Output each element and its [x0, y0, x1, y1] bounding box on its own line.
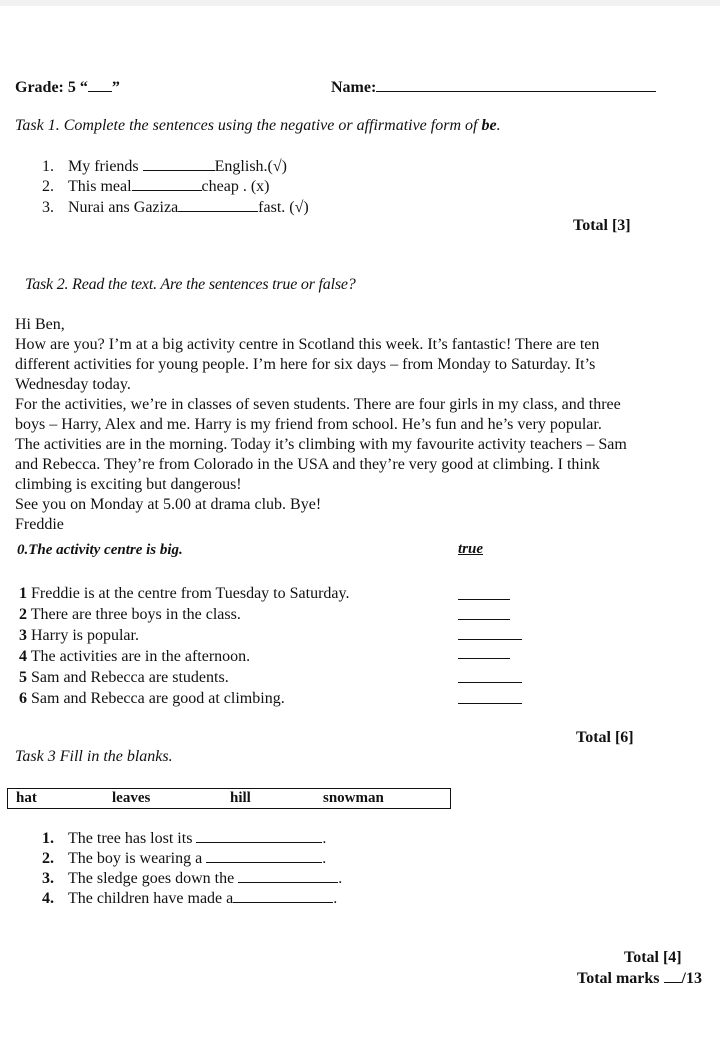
- item-number: 2.: [42, 178, 54, 195]
- item-text: English.(√): [214, 158, 287, 175]
- example-answer: true: [458, 541, 484, 557]
- answer-blank[interactable]: [143, 156, 215, 171]
- answer-blank[interactable]: [233, 888, 333, 903]
- answer-blank[interactable]: [458, 639, 522, 640]
- word-bank-item: leaves: [112, 790, 151, 806]
- total-marks: [577, 968, 702, 989]
- answer-blank[interactable]: [458, 619, 510, 620]
- example-statement: 0.The activity centre is big.: [17, 542, 183, 558]
- statement-number: 5: [19, 669, 27, 686]
- name-label: Name:: [331, 79, 377, 96]
- task3-title: Task 3 Fill in the blanks.: [15, 748, 173, 765]
- answer-blank[interactable]: [132, 176, 202, 191]
- statement-number: 4: [19, 648, 27, 665]
- task3-item: 4. The children have made a .: [42, 890, 338, 907]
- task1-title-text: Task 1. Complete the sentences using the negative or affirmative form of: [15, 117, 482, 134]
- item-number: 1.: [42, 158, 54, 175]
- item-text: The boy is wearing a: [68, 850, 207, 867]
- total-marks-label: Total marks: [577, 970, 664, 987]
- statement: [19, 647, 250, 667]
- letter-line: boys – Harry, Alex and me. Harry is my friend from school. He’s fun and he’s very popular.: [15, 416, 602, 433]
- statement-text: Harry is popular.: [27, 627, 139, 644]
- grade-close: ”: [111, 79, 120, 96]
- task3-item: 1. The tree has lost its .: [42, 830, 327, 847]
- task1-title-bold: be: [481, 117, 497, 134]
- statement-text: Sam and Rebecca are students.: [27, 669, 229, 686]
- letter-line: The activities are in the morning. Today it’s climbing with my favourite activity teachers – Sam: [15, 436, 627, 453]
- task2-total: Total [6]: [576, 729, 634, 746]
- grade-blank[interactable]: [88, 77, 112, 92]
- total-marks-blank[interactable]: [664, 968, 682, 983]
- statement-text: Freddie is at the centre from Tuesday to Saturday.: [27, 585, 350, 602]
- statement-number: 2: [19, 606, 27, 623]
- letter-line: climbing is exciting but dangerous!: [15, 476, 242, 493]
- task3-total: Total [4]: [624, 949, 682, 966]
- item-text: fast. (√): [258, 199, 309, 216]
- task3-item: 2. The boy is wearing a .: [42, 850, 327, 867]
- item-text: The tree has lost its: [68, 830, 197, 847]
- letter-line: different activities for young people. I’m here for six days – from Monday to Saturday. It’s: [15, 356, 596, 373]
- statement-text: Sam and Rebecca are good at climbing.: [27, 690, 285, 707]
- letter-line: Freddie: [15, 516, 64, 533]
- total-marks-suffix: /13: [681, 970, 702, 987]
- letter-line: For the activities, we’re in classes of seven students. There are four girls in my class, and three: [15, 396, 621, 413]
- answer-blank[interactable]: [206, 848, 322, 863]
- letter-line: and Rebecca. They’re from Colorado in the USA and they’re very good at climbing. I think: [15, 456, 600, 473]
- task1-item: [42, 176, 270, 197]
- task3-item: 3. The sledge goes down the .: [42, 870, 343, 887]
- word-bank-item: snowman: [323, 790, 384, 806]
- item-text: The children have made a: [68, 890, 234, 907]
- item-number: 2.: [42, 850, 54, 867]
- name-field: [331, 77, 656, 98]
- item-number: 4.: [42, 890, 54, 907]
- top-band: [0, 0, 720, 6]
- statement: [19, 689, 285, 709]
- name-blank[interactable]: [376, 77, 656, 92]
- answer-blank[interactable]: [238, 868, 338, 883]
- word-bank-item: hat: [16, 790, 37, 806]
- statement-number: 1: [19, 585, 27, 602]
- statement-number: 6: [19, 690, 27, 707]
- item-text: The sledge goes down the: [68, 870, 239, 887]
- answer-blank[interactable]: [458, 599, 510, 600]
- answer-blank[interactable]: [196, 828, 322, 843]
- task1-title-end: .: [496, 117, 501, 134]
- letter-line: See you on Monday at 5.00 at drama club. Bye!: [15, 496, 322, 513]
- item-text: This meal: [68, 178, 132, 195]
- statement: [19, 605, 241, 625]
- answer-blank[interactable]: [458, 658, 510, 659]
- item-number: 3.: [42, 199, 54, 216]
- item-text: cheap . (x): [201, 178, 270, 195]
- item-number: 3.: [42, 870, 54, 887]
- statement: [19, 626, 139, 646]
- letter-line: How are you? I’m at a big activity centre in Scotland this week. It’s fantastic! There are ten: [15, 336, 600, 353]
- word-bank: [7, 788, 451, 809]
- answer-blank[interactable]: [178, 197, 258, 212]
- task1-total: Total [3]: [573, 217, 631, 234]
- statement: [19, 668, 229, 688]
- grade-field: [15, 77, 120, 98]
- statement-text: The activities are in the afternoon.: [27, 648, 251, 665]
- item-text: My friends: [68, 158, 143, 175]
- answer-blank[interactable]: [458, 703, 522, 704]
- grade-label: Grade: 5 “: [15, 79, 88, 96]
- statement: [19, 584, 349, 604]
- answer-blank[interactable]: [458, 682, 522, 683]
- task1-title: [15, 116, 501, 136]
- word-bank-item: hill: [230, 790, 251, 806]
- statement-number: 3: [19, 627, 27, 644]
- task2-title: Task 2. Read the text. Are the sentences true or false?: [25, 276, 356, 293]
- task1-item: [42, 156, 287, 177]
- letter-line: Wednesday today.: [15, 376, 131, 393]
- letter-line: Hi Ben,: [15, 316, 65, 333]
- statement-text: There are three boys in the class.: [27, 606, 241, 623]
- item-text: Nurai ans Gaziza: [68, 199, 179, 216]
- task1-item: [42, 197, 309, 218]
- item-number: 1.: [42, 830, 54, 847]
